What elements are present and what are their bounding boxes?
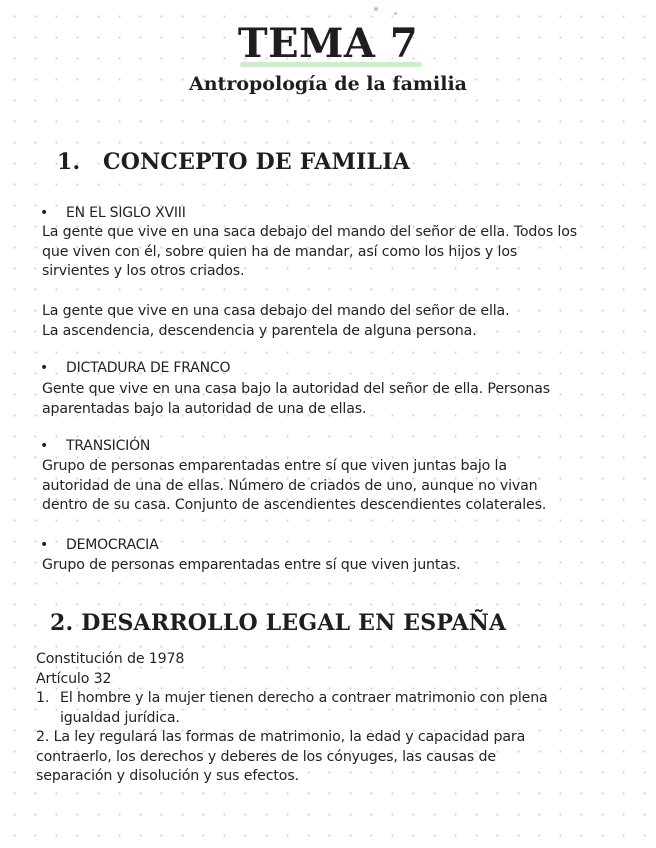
text-line: autoridad de una de ellas. Número de criados de uno, aunque no vivan: [42, 477, 538, 494]
bullet-heading-siglo-xviii: [40, 204, 186, 223]
text-line: igualdad jurídica.: [60, 709, 180, 726]
text-line: aparentadas bajo la autoridad de una de ellas.: [42, 400, 367, 417]
text-line: Constitución de 1978: [36, 651, 185, 667]
bullet-heading-dictadura: [40, 359, 230, 378]
page-subtitle: Antropología de la familia: [189, 73, 467, 95]
paragraph: [36, 650, 611, 689]
text-line: Gente que vive en una casa bajo la autoridad del señor de ella. Personas: [42, 381, 550, 397]
text-line: que viven con él, sobre quien ha de mandar, así como los hijos y los: [42, 243, 518, 260]
item-number: 1.: [36, 690, 50, 706]
text-line: Grupo de personas emparentadas entre sí que viven juntas bajo la: [42, 458, 507, 474]
bullet-icon: •: [40, 438, 49, 454]
section-title: CONCEPTO DE FAMILIA: [103, 149, 410, 175]
bullet-heading-text: DEMOCRACIA: [66, 537, 159, 553]
paragraph: [42, 223, 617, 282]
text-line: dentro de su casa. Conjunto de ascendientes descendientes colaterales.: [42, 497, 547, 513]
numbered-item-1: [36, 689, 596, 728]
section-number: 1.: [57, 149, 81, 175]
paragraph: [42, 556, 617, 576]
text-line: El hombre y la mujer tienen derecho a contraer matrimonio con plena: [60, 690, 548, 706]
bullet-heading-text: TRANSICIÓN: [66, 438, 151, 454]
numbered-item-2: [36, 728, 611, 787]
paragraph: [42, 302, 617, 341]
text-line: separación y disolución y sus efectos.: [36, 768, 299, 784]
text-line: sirvientes y los otros criados.: [42, 263, 245, 279]
text-line: La gente que vive en una saca debajo del mando del señor de ella. Todos los: [42, 224, 577, 240]
section-1-heading: [57, 147, 410, 177]
bullet-heading-transicion: [40, 437, 150, 456]
text-line: 2. La ley regulará las formas de matrimonio, la edad y capacidad para: [36, 729, 526, 745]
text-line: contraerlo, los derechos y deberes de los cónyuges, las causas de: [36, 748, 496, 765]
bullet-icon: •: [40, 360, 49, 376]
decorative-dot: [374, 7, 378, 11]
text-line: La ascendencia, descendencia y parentela de alguna persona.: [42, 322, 477, 339]
page-title: TEMA 7: [0, 18, 656, 70]
text-line: Artículo 32: [36, 670, 112, 687]
bullet-icon: •: [40, 537, 49, 553]
bullet-heading-democracia: [40, 536, 158, 555]
section-2-heading: 2. DESARROLLO LEGAL EN ESPAÑA: [50, 610, 507, 636]
paragraph: [42, 380, 617, 419]
text-line: Grupo de personas emparentadas entre sí que viven juntas.: [42, 557, 461, 573]
bullet-icon: •: [40, 205, 49, 221]
bullet-heading-text: EN EL SIGLO XVIII: [66, 205, 186, 221]
decorative-dot: [394, 12, 397, 15]
text-line: La gente que vive en una casa debajo del mando del señor de ella.: [42, 303, 510, 319]
bullet-heading-text: DICTADURA DE FRANCO: [66, 360, 231, 376]
paragraph: [42, 457, 617, 516]
